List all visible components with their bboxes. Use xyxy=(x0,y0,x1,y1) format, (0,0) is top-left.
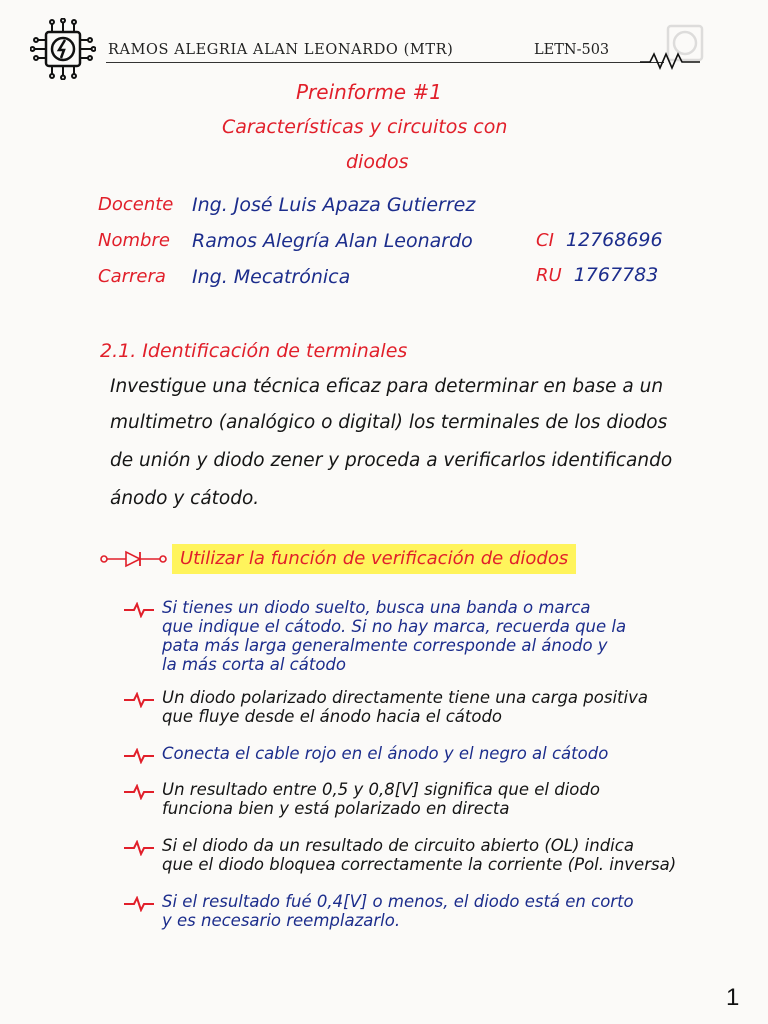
diode-symbol-icon xyxy=(100,550,170,568)
list-item-text xyxy=(162,836,676,874)
subtitle-line-1: Características y circuitos con xyxy=(222,116,508,138)
paragraph-line: ánodo y cátodo. xyxy=(110,488,260,509)
header-course-code: LETN-503 xyxy=(534,42,610,58)
docente-label: Docente xyxy=(98,194,174,215)
bolt-bullet-icon xyxy=(124,748,154,764)
resistor-wave-icon xyxy=(640,50,700,70)
list-item-text xyxy=(162,892,634,930)
list-item-text xyxy=(162,598,626,674)
list-item-line: Si el diodo da un resultado de circuito abierto (OL) indica xyxy=(162,836,634,855)
ci-row xyxy=(536,229,663,251)
docente-value: Ing. José Luis Apaza Gutierrez xyxy=(192,194,476,216)
bolt-bullet-icon xyxy=(124,896,154,912)
paragraph-line: Investigue una técnica eficaz para determinar en base a un xyxy=(110,376,664,397)
carrera-value: Ing. Mecatrónica xyxy=(192,266,351,288)
list-item-line: pata más larga generalmente corresponde al ánodo y xyxy=(162,636,608,655)
bolt-bullet-icon xyxy=(124,602,154,618)
list-item-line: la más corta al cátodo xyxy=(162,655,346,674)
list-item-text xyxy=(162,688,648,726)
list-item-line: funciona bien y está polarizado en directa xyxy=(162,799,510,818)
nombre-label: Nombre xyxy=(98,230,170,251)
list-item-line: Si el resultado fué 0,4[V] o menos, el diodo está en corto xyxy=(162,892,634,911)
list-item-line: que fluye desde el ánodo hacia el cátodo xyxy=(162,707,503,726)
nombre-value: Ramos Alegría Alan Leonardo xyxy=(192,230,473,252)
list-item-text xyxy=(162,744,608,763)
list-item-line: Conecta el cable rojo en el ánodo y el negro al cátodo xyxy=(162,744,609,763)
ci-label: CI xyxy=(536,230,554,251)
list-item-line: y es necesario reemplazarlo. xyxy=(162,911,401,930)
circuit-brain-logo-icon xyxy=(30,18,96,80)
carrera-label: Carrera xyxy=(98,266,166,287)
paragraph-line: de unión y diodo zener y proceda a verificarlos identificando xyxy=(110,450,673,471)
bolt-bullet-icon xyxy=(124,784,154,800)
header-rule xyxy=(106,62,664,63)
paragraph-line: multimetro (analógico o digital) los terminales de los diodos xyxy=(110,412,668,433)
highlighted-instruction: Utilizar la función de verificación de diodos xyxy=(172,544,576,574)
page-title: Preinforme #1 xyxy=(296,80,442,104)
list-item-text xyxy=(162,780,600,818)
bolt-bullet-icon xyxy=(124,692,154,708)
subtitle-line-2: diodos xyxy=(346,151,409,173)
ru-row xyxy=(536,264,658,286)
nombre-row xyxy=(98,230,473,252)
ru-value: 1767783 xyxy=(573,264,659,286)
page-number: 1 xyxy=(726,984,740,1011)
ci-value: 12768696 xyxy=(565,229,663,251)
list-item-line: Un diodo polarizado directamente tiene una carga positiva xyxy=(162,688,648,707)
list-item-line: que el diodo bloquea correctamente la corriente (Pol. inversa) xyxy=(162,855,677,874)
bolt-bullet-icon xyxy=(124,840,154,856)
ru-label: RU xyxy=(536,265,562,286)
list-item-line: que indique el cátodo. Si no hay marca, recuerda que la xyxy=(162,617,627,636)
list-item-line: Un resultado entre 0,5 y 0,8[V] significa que el diodo xyxy=(162,780,600,799)
list-item-line: Si tienes un diodo suelto, busca una banda o marca xyxy=(162,598,591,617)
docente-row xyxy=(98,194,476,216)
header-student-name: RAMOS ALEGRIA ALAN LEONARDO (MTR) xyxy=(108,42,454,58)
section-heading: 2.1. Identificación de terminales xyxy=(100,340,408,362)
carrera-row xyxy=(98,266,351,288)
